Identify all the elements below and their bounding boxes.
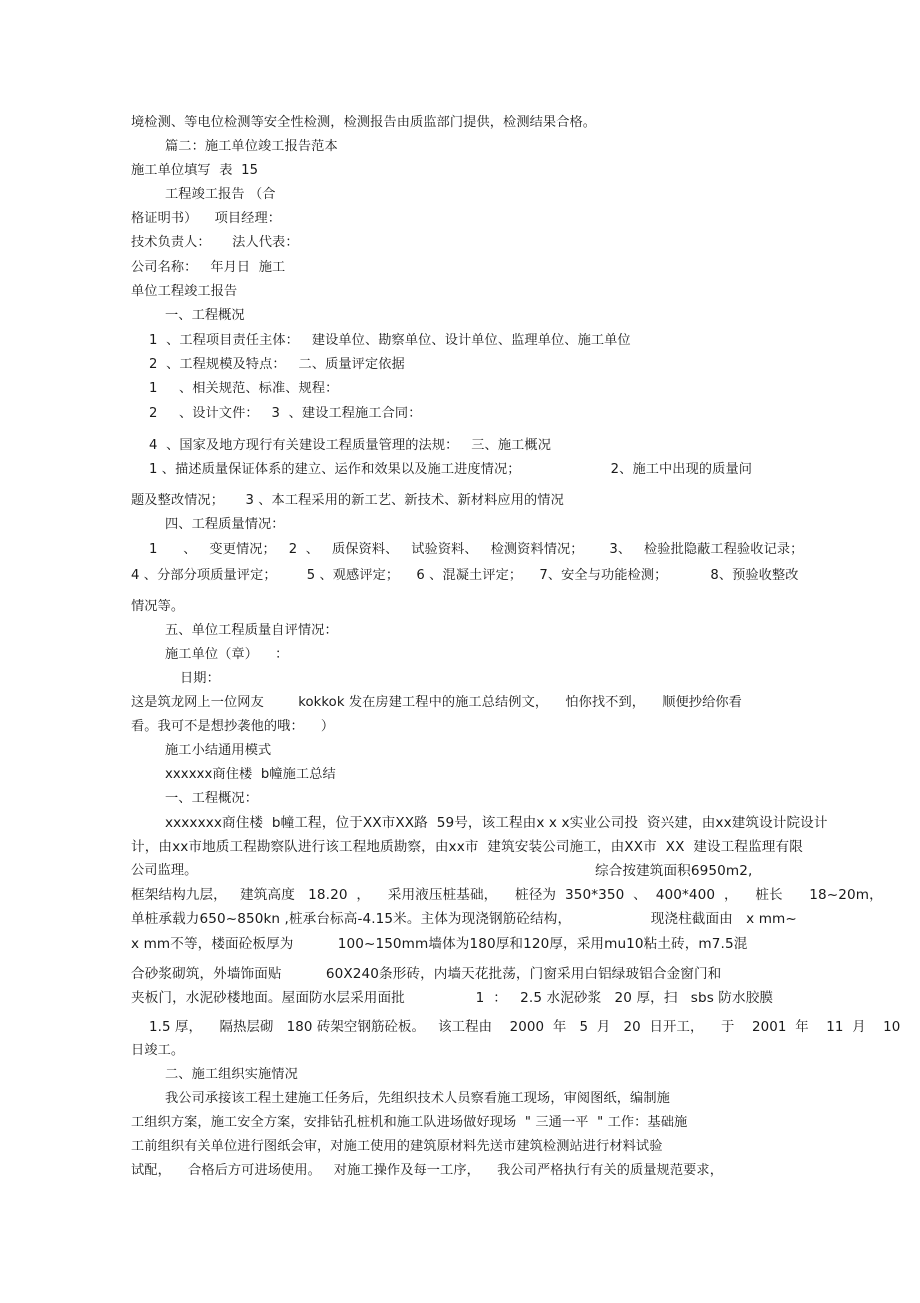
text-line: 试配， 合格后方可进场使用。 对施工操作及每一工序， 我公司严格执行有关的质量规范要求， [131, 1163, 723, 1178]
text-line: 公司监理。 [131, 863, 198, 878]
text-line: 1 、 变更情况； 2 、 质保资料、 试验资料、 检测资料情况； 3、 检验批隐蔽工程验收记录； [149, 542, 804, 557]
text-line: 看。我可不是想抄袭他的哦： ） [131, 719, 335, 734]
text-line: 2 、设计文件： 3 、建设工程施工合同： [149, 406, 422, 421]
text-line: 1 、工程项目责任主体： 建设单位、勘察单位、设计单位、监理单位、施工单位 [149, 333, 631, 348]
text-line: 1 、相关规范、标准、规程： [149, 381, 339, 396]
text-line: 4 、分部分项质量评定； 5 、观感评定； 6 、混凝土评定； 7、安全与功能检测； 8、预验收整改 [131, 568, 799, 583]
text-line: 这是筑龙网上一位网友 kokkok 发在房建工程中的施工总结例文， 怕你找不到， 顺便抄给你看 [131, 695, 742, 710]
text-line: 日竣工。 [131, 1043, 185, 1058]
subtitle: xxxxxx商住楼 b幢施工总结 [165, 767, 336, 782]
text-line: 合砂浆砌筑，外墙饰面贴 60X240条形砖，内墙天花批荡，门窗采用白铝绿玻铝合金窗门和 [131, 966, 722, 982]
section-heading: 五、单位工程质量自评情况： [165, 623, 338, 638]
text-line: 我公司承接该工程土建施工任务后，先组织技术人员察看施工现场，审阅图纸，编制施 [165, 1091, 670, 1106]
text-line: 单桩承载力650~850kn ,桩承台标高-4.15米。主体为现浇钢筋砼结构， 现浇柱截面由 x mm~ [131, 911, 797, 927]
text-line: 施工单位填写 表 15 [131, 163, 259, 178]
text-line: 1 、描述质量保证体系的建立、运作和效果以及施工进度情况； 2、施工中出现的质量问 [149, 462, 753, 477]
text-line: 日期： [180, 671, 220, 686]
section-heading: 篇二：施工单位竣工报告范本 [165, 139, 338, 154]
text-line: 境检测、等电位检测等安全性检测，检测报告由质监部门提供，检测结果合格。 [131, 115, 597, 130]
text-line: 计，由xx市地质工程勘察队进行该工程地质勘察，由xx市 建筑安装公司施工，由XX市 XX 建设工程监理有限 [131, 839, 803, 855]
text-line: 综合按建筑面积6950m2, [595, 863, 753, 879]
text-line: 技术负责人： 法人代表： [131, 235, 299, 250]
text-line: 夹板门，水泥砂楼地面。屋面防水层采用面批 1 ： 2.5 水泥砂浆 20 厚，扫 sbs 防水胶膜 [131, 990, 774, 1006]
text-line: 公司名称： 年月日 施工 [131, 260, 286, 275]
text-line: 工组织方案，施工安全方案，安排钻孔桩机和施工队进场做好现场 " 三通一平 " 工作：基础施 [131, 1115, 688, 1130]
text-line: 施工小结通用模式 [165, 743, 272, 758]
text-line: 2 、工程规模及特点： 二、质量评定依据 [149, 357, 405, 372]
text-line: 情况等。 [131, 599, 185, 614]
text-line: 框架结构九层， 建筑高度 18.20 ， 采用液压桩基础， 桩径为 350*350 、 400*400 ， 桩长 18~20m， [131, 887, 883, 903]
section-heading: 四、工程质量情况： [165, 517, 285, 532]
text-line: 1.5 厚， 隔热层砌 180 砖架空钢筋砼板。 该工程由 2000 年 5 月 20 日开工， 于 2001 年 11 月 10 [149, 1019, 901, 1035]
text-line: xxxxxxx商住楼 b幢工程，位于XX市XX路 59号，该工程由x x x实业公司投 资兴建，由xx建筑设计院设计 [165, 815, 828, 831]
text-line: 施工单位（章） ： [165, 647, 289, 662]
section-heading: 一、工程概况： [165, 791, 259, 806]
text-line: 单位工程竣工报告 [131, 284, 238, 299]
text-line: 4 、国家及地方现行有关建设工程质量管理的法规： 三、施工概况 [149, 438, 551, 453]
section-heading: 一、工程概况 [165, 308, 245, 323]
text-line: 格证明书） 项目经理： [131, 211, 282, 226]
text-line: 工程竣工报告 （合 [165, 187, 276, 202]
section-heading: 二、施工组织实施情况 [165, 1067, 298, 1082]
text-line: 工前组织有关单位进行图纸会审，对施工使用的建筑原材料先送市建筑检测站进行材料试验 [131, 1139, 663, 1154]
text-line: x mm不等，楼面砼板厚为 100~150mm墙体为180厚和120厚，采用mu10粘土砖，m7.5混 [131, 936, 748, 952]
text-line: 题及整改情况； 3 、本工程采用的新工艺、新技术、新材料应用的情况 [131, 493, 564, 508]
